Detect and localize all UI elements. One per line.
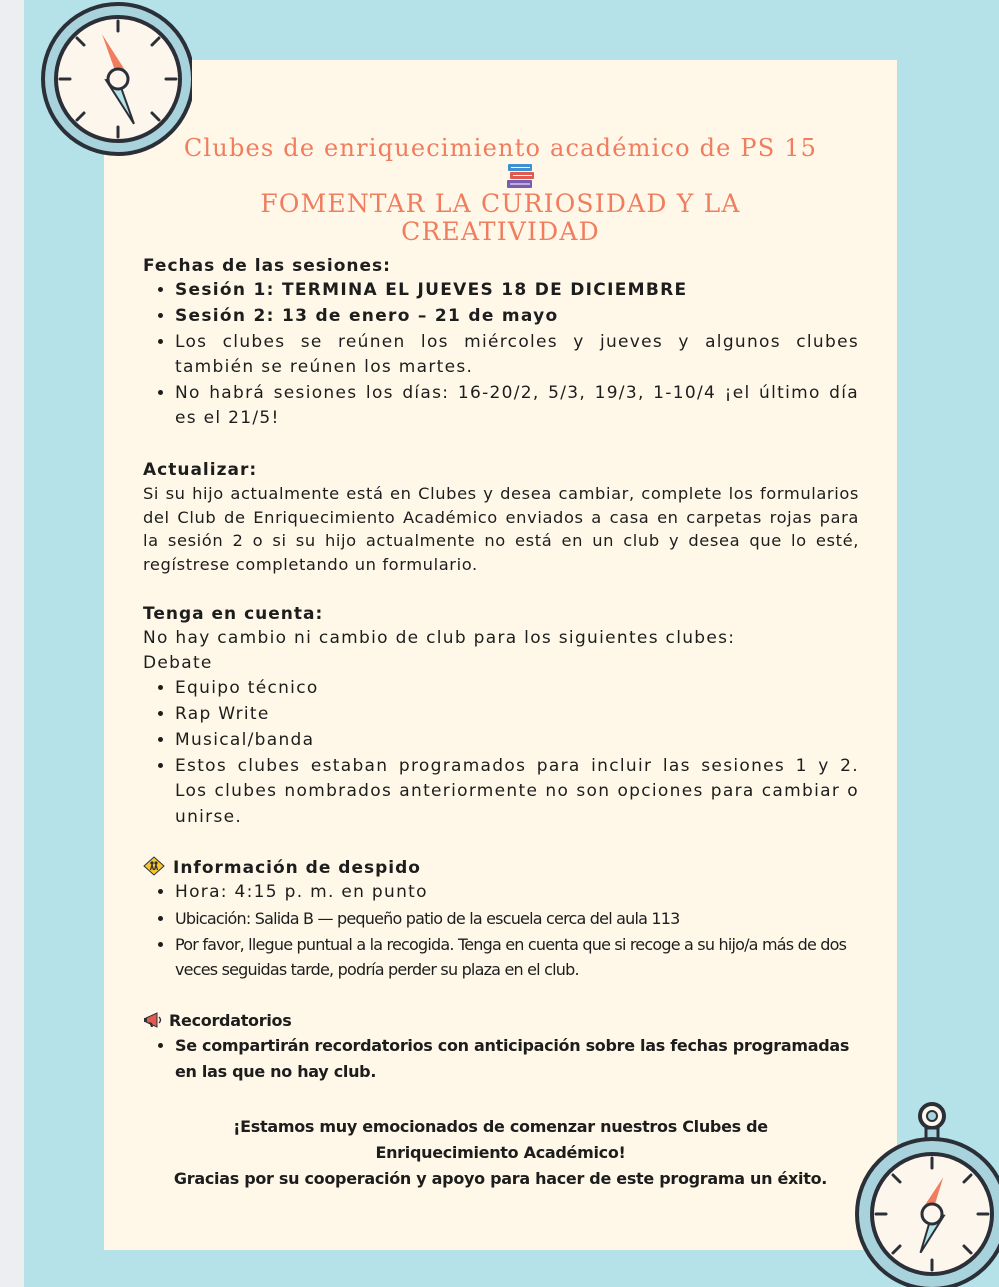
list-item: • Sesión 2: 13 de enero – 21 de mayo: [175, 304, 859, 330]
note-list: [143, 676, 859, 830]
sessions-list: [143, 278, 859, 432]
list-item: • Rap Write: [175, 702, 859, 728]
dismissal-heading: [143, 856, 859, 880]
page-subtitle: FOMENTAR LA CURIOSIDAD Y LA CREATIVIDAD: [260, 189, 741, 246]
closing-message: [104, 1114, 897, 1192]
school-crossing-icon: [143, 856, 165, 876]
list-item: • Musical/banda: [175, 728, 859, 754]
sessions-heading: Fechas de las sesiones:: [143, 256, 391, 276]
note-line: No hay cambio ni cambio de club para los siguientes clubes:: [143, 628, 736, 649]
dismissal-list: [143, 880, 859, 983]
list-item: • Se compartirán recordatorios con anticipación sobre las fechas programadas en las que no hay club.: [175, 1033, 859, 1084]
list-item: • Los clubes se reúnen los miércoles y jueves y algunos clubes también se reúnen los martes.: [175, 330, 859, 381]
list-item: • Equipo técnico: [175, 676, 859, 702]
note-heading: Tenga en cuenta:: [143, 604, 324, 625]
list-item: • Por favor, llegue puntual a la recogida. Tenga en cuenta que si recoge a su hijo/a más de dos veces seguidas tarde, podría perder su plaza en el club.: [175, 932, 859, 983]
reminders-heading: [143, 1009, 859, 1033]
flyer-body: [143, 254, 859, 1085]
list-item: • Hora: 4:15 p. m. en punto: [175, 880, 859, 906]
list-item: • Ubicación: Salida B — pequeño patio de la escuela cerca del aula 113: [175, 906, 859, 932]
reminders-heading-label: Recordatorios: [169, 1011, 292, 1031]
page-title: Clubes de enriquecimiento académico de PS 15: [183, 134, 818, 162]
reminders-list: [143, 1033, 859, 1084]
list-item: • No habrá sesiones los días: 16-20/2, 5/3, 19/3, 1-10/4 ¡el último día es el 21/5!: [175, 381, 859, 432]
books-icon: [505, 162, 537, 190]
note-line: Debate: [143, 653, 213, 674]
dismissal-heading-label: Información de despido: [173, 858, 421, 879]
list-item: • Estos clubes estaban programados para incluir las sesiones 1 y 2. Los clubes nombrados anteriormente no son opciones para cambiar o unirse.: [175, 754, 859, 831]
update-heading: Actualizar:: [143, 460, 258, 481]
update-text: Si su hijo actualmente está en Clubes y desea cambiar, complete los formularios del Club de Enriquecimiento Académico enviados a casa en carpetas rojas para la sesión 2 o si su hijo actualmente no está en un club y desea que lo esté, regístrese completando un formulario.: [143, 484, 859, 574]
list-item: • Sesión 1: TERMINA EL JUEVES 18 DE DICIEMBRE: [175, 278, 859, 304]
closing-line: Gracias por su cooperación y apoyo para hacer de este programa un éxito.: [173, 1169, 828, 1188]
closing-line: ¡Estamos muy emocionados de comenzar nuestros Clubes de Enriquecimiento Académico!: [233, 1117, 768, 1162]
megaphone-icon: [143, 1011, 165, 1029]
